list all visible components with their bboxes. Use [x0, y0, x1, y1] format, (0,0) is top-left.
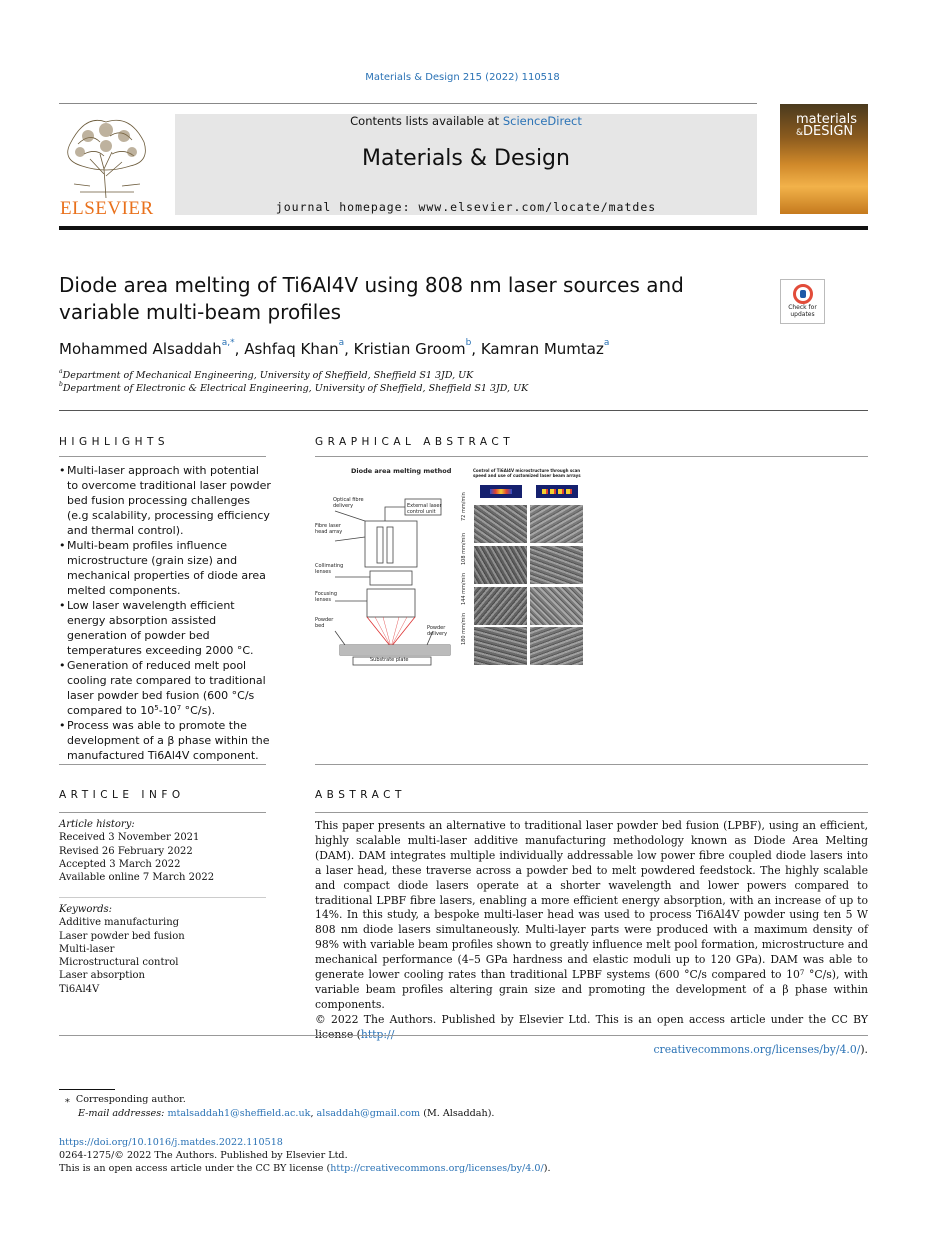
graphical-abstract-rule [315, 456, 868, 457]
keyword-item: Laser powder bed fusion [59, 930, 185, 942]
email-sep: , [310, 1108, 317, 1119]
author-affil-mark[interactable]: a [338, 338, 345, 348]
keyword-item: Additive manufacturing [59, 917, 180, 929]
micrograph-image [530, 627, 583, 665]
micrograph-image [474, 587, 527, 625]
email-link[interactable]: mtalsaddah1@sheffield.ac.uk [167, 1108, 311, 1119]
highlight-text: Generation of reduced melt pool cooling rate compared to traditional laser powder bed fusion (600 °C/s compared to 10 [67, 659, 266, 717]
highlight-text: °C/s). [181, 704, 216, 717]
ga-row-label: 180 mm/min [461, 613, 467, 645]
doi-link[interactable] [59, 1137, 283, 1148]
ga-right-title: Control of Ti6Al4V microstructure through scan speed and use of customized laser beam arrays [473, 468, 581, 478]
keywords [59, 903, 266, 996]
badge-line1: Check for [788, 304, 817, 311]
affiliation-mark: b [59, 381, 63, 388]
ga-row-label: 72 mm/min [461, 492, 467, 521]
corresponding-footnote [65, 1094, 186, 1105]
abstract-license-cont [315, 1043, 868, 1058]
keywords-label: Keywords: [59, 904, 113, 915]
article-history [59, 818, 266, 884]
article-title: Diode area melting of Ti6Al4V using 808 nm laser sources and variable multi-beam profiles [59, 273, 684, 324]
history-item: Accepted 3 March 2022 [59, 858, 181, 870]
abstract-rule [315, 812, 868, 813]
journal-cover-image [780, 104, 868, 214]
ga-label: Focusing lenses [315, 591, 338, 603]
highlight-text: -10 [158, 704, 177, 717]
email-label: E-mail addresses: [78, 1108, 165, 1119]
history-label: Article history: [59, 819, 135, 830]
abstract-sup: 7 [799, 969, 805, 978]
ga-label: External laser control unit [407, 503, 442, 515]
highlights-bottom-rule [59, 764, 266, 765]
author-affil-mark[interactable]: a [603, 338, 610, 348]
keyword-item: Ti6Al4V [59, 983, 100, 995]
journal-citation[interactable]: Materials & Design 215 (2022) 110518 [365, 72, 560, 83]
affiliation-mark: a [59, 368, 63, 375]
header-thick-rule [59, 226, 868, 230]
ga-row-label: 144 mm/min [461, 573, 467, 605]
ga-label: Optical fibre delivery [333, 497, 364, 509]
affiliation-a [59, 370, 473, 381]
abstract-text: This paper presents an alternative to traditional laser powder bed fusion (LPBF), using an efficient, highly scalable multi-laser additive manufacturing methodology known as Diode Area Melting (DAM). DAM integrates multiple individually addressable low power fibre coupled diode lasers into a laser head, these traverse across a powder bed to melt powdered feedstock. The highly scalable and compact diode lasers operate at a shorter wavelength and lower powers compared to traditional LPBF fibre lasers, enabling a more efficient energy absorption, with an increase of up to 14%. In this study, a bespoke multi-laser head was used to process Ti6Al4V powder using ten 5 W 808 nm diode lasers simultaneously. Multi-layer parts were produced with a maximum density of 98% with variable beam profiles shown to greatly influence melt pool formation, microstructure and mechanical performance (4–5 GPa hardness and elastic moduli up to 120 GPa). DAM was able to generate lower cooling rates than traditional LPBF systems (600 °C/s compared to 10 [315, 819, 868, 982]
license-text: © 2022 The Authors. Published by Elsevier Ltd. This is an open access article under the CC BY [315, 1012, 868, 1026]
beam-profile-image [536, 485, 578, 498]
history-item: Available online 7 March 2022 [59, 872, 215, 884]
open-access-line [59, 1163, 551, 1174]
abstract-heading: ABSTRACT [315, 789, 406, 801]
author-sep: , [234, 340, 245, 358]
ga-label: Powder delivery [427, 625, 448, 637]
license-link[interactable]: creativecommons.org/licenses/by/4.0/ [653, 1042, 861, 1056]
graphical-abstract-figure[interactable] [315, 465, 585, 670]
highlight-item: • Multi-laser approach with potential to overcome traditional laser powder bed fusion processing challenges (e.g scalability, processing efficiency and thermal control). [59, 463, 271, 538]
micrograph-image [530, 587, 583, 625]
abstract-body [315, 819, 868, 1058]
license-close: ). [860, 1042, 868, 1056]
affiliation-b [59, 383, 528, 394]
ga-label: Collimating lenses [315, 563, 344, 575]
email-link[interactable]: alsaddah@gmail.com [316, 1108, 421, 1119]
author-affil-mark[interactable]: a,* [221, 338, 235, 348]
highlight-item: • Multi-beam profiles influence microstructure (grain size) and mechanical properties of diode area melted components. [59, 538, 271, 598]
micrograph-image [474, 627, 527, 665]
highlight-sup: 7 [176, 704, 182, 712]
oa-suffix: ). [543, 1163, 551, 1174]
elsevier-tree-logo [60, 114, 152, 200]
author-name: Ashfaq Khan [244, 340, 339, 358]
micrograph-image [474, 546, 527, 584]
highlight-item: • Low laser wavelength efficient energy absorption assisted generation of powder bed temperatures exceeding 2000 °C. [59, 598, 271, 658]
graphical-abstract-heading: GRAPHICAL ABSTRACT [315, 436, 515, 448]
ga-row-label: 108 mm/min [461, 533, 467, 565]
author-list [59, 340, 609, 358]
highlight-item: • Process was able to promote the development of a β phase within the manufactured Ti6Al4V component. [59, 718, 271, 763]
history-item: Received 3 November 2021 [59, 832, 200, 844]
badge-line2: updates [790, 311, 815, 318]
author-sep: , [344, 340, 354, 358]
corresponding-mark: ⁎ [65, 1094, 70, 1105]
dam-schematic [315, 481, 465, 671]
author-name: Kristian Groom [353, 340, 466, 358]
header-rule [59, 103, 757, 104]
elsevier-logo-text: ELSEVIER [60, 198, 154, 219]
affiliation-text: Department of Electronic & Electrical Engineering, University of Sheffield, Sheffield S1 3JD, UK [62, 383, 529, 394]
cover-title-line2: DESIGN [803, 124, 854, 139]
article-info-rule [59, 812, 266, 813]
oa-link[interactable]: http://creativecommons.org/licenses/by/4.0/ [330, 1163, 544, 1174]
highlight-sup: 5 [154, 704, 159, 712]
author-name: Mohammed Alsaddah [59, 340, 222, 358]
corresponding-text: Corresponding author. [75, 1094, 186, 1105]
beam-profile-image [480, 485, 522, 498]
sciencedirect-link[interactable]: ScienceDirect [502, 114, 582, 128]
keyword-item: Laser absorption [59, 970, 145, 982]
check-for-updates-badge[interactable] [780, 279, 825, 324]
author-name: Kamran Mumtaz [480, 340, 604, 358]
journal-name: Materials & Design [362, 146, 570, 171]
keywords-rule [59, 897, 266, 898]
ga-label: Powder bed [315, 617, 334, 629]
authors-rule [59, 410, 868, 411]
article-info-heading: ARTICLE INFO [59, 789, 185, 801]
contents-prefix: Contents lists available at [350, 114, 503, 128]
keyword-item: Microstructural control [59, 957, 179, 969]
issn-line: 0264-1275/© 2022 The Authors. Published by Elsevier Ltd. [59, 1150, 348, 1161]
email-suffix: (M. Alsaddah). [420, 1108, 495, 1119]
highlights-heading: HIGHLIGHTS [59, 436, 170, 448]
graphical-abstract-bottom-rule [315, 764, 868, 765]
author-affil-mark[interactable]: b [465, 338, 472, 348]
keyword-item: Multi-laser [59, 943, 115, 955]
oa-prefix: This is an open access article under the CC BY license ( [59, 1163, 331, 1174]
doi-text[interactable]: https://doi.org/10.1016/j.matdes.2022.110518 [59, 1137, 283, 1148]
abstract-license [315, 1013, 868, 1043]
contents-line [175, 114, 757, 128]
footnote-rule [59, 1089, 115, 1090]
highlight-item [59, 658, 271, 718]
ga-left-title: Diode area melting method [351, 467, 452, 475]
author-sep: , [471, 340, 481, 358]
abstract-bottom-rule [59, 1035, 868, 1036]
ga-label: Fibre laser head array [315, 523, 343, 535]
cover-title-line1: materials [796, 112, 858, 127]
micrograph-image [530, 546, 583, 584]
cover-title-amp: & [796, 128, 804, 138]
micrograph-image [530, 505, 583, 543]
micrograph-image [474, 505, 527, 543]
email-footnote [78, 1108, 495, 1119]
highlights-rule [59, 456, 266, 457]
highlights-list [59, 463, 271, 763]
ga-label: Substrate plate [370, 657, 409, 663]
check-updates-icon [793, 284, 813, 304]
affiliation-text: Department of Mechanical Engineering, University of Sheffield, Sheffield S1 3JD, UK [62, 370, 474, 381]
journal-homepage[interactable]: journal homepage: www.elsevier.com/locate/matdes [275, 200, 657, 214]
abstract-text: °C/s), with variable beam profiles altering grain size and promoting the development of a β phase within components. [315, 968, 868, 1011]
history-item: Revised 26 February 2022 [59, 845, 193, 857]
